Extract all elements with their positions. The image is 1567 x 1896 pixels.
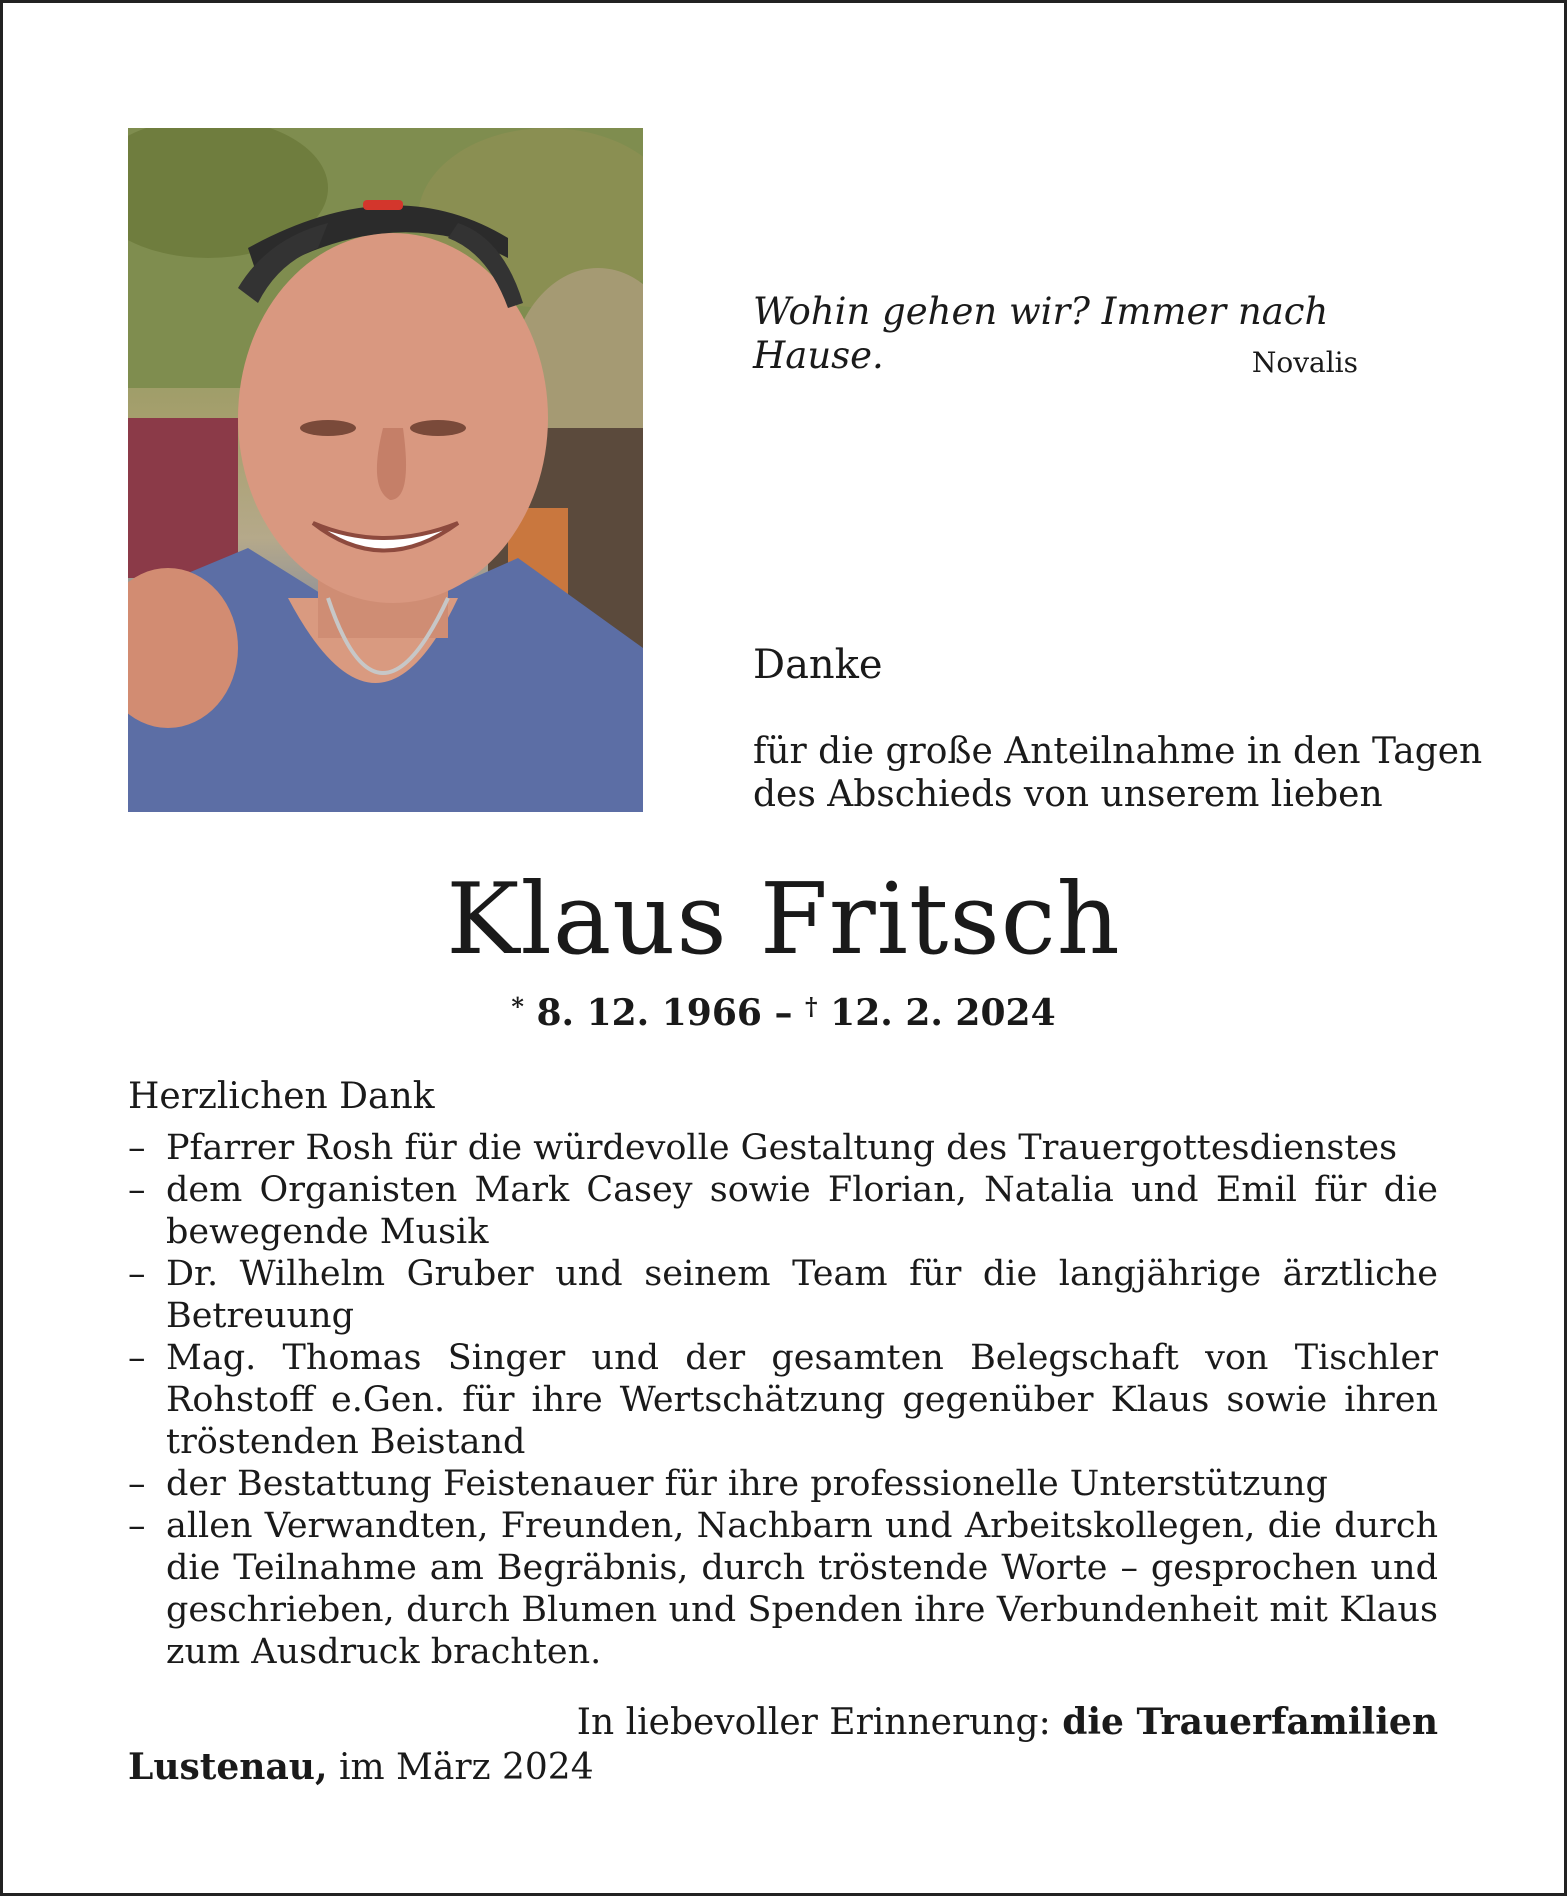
list-item <box>128 1505 1438 1673</box>
list-dash: – <box>128 1170 146 1210</box>
closing-prefix: In liebevoller Erinnerung: <box>576 1702 1051 1743</box>
list-item-text: dem Organisten Mark Casey sowie Florian, Natalia und Emil für die bewegende Musik <box>166 1170 1438 1252</box>
list-dash: – <box>128 1338 146 1378</box>
list-item <box>128 1337 1438 1463</box>
danke-intro-line: des Abschieds von unserem lieben <box>753 774 1383 815</box>
portrait-photo <box>128 128 643 812</box>
list-item-text: Dr. Wilhelm Gruber und seinem Team für die langjährige ärztliche Betreuung <box>166 1254 1438 1336</box>
closing-line <box>128 1700 1438 1745</box>
birth-symbol: * <box>511 992 524 1021</box>
life-dates <box>0 985 1567 1035</box>
list-item <box>128 1253 1438 1337</box>
list-item <box>128 1127 1438 1169</box>
thanks-heading: Herzlichen Dank <box>128 1076 435 1117</box>
place-date <box>128 1745 594 1790</box>
closing-family: die Trauerfamilien <box>1062 1701 1438 1743</box>
death-date: 12. 2. 2024 <box>830 992 1056 1034</box>
birth-date: 8. 12. 1966 <box>536 992 762 1034</box>
death-symbol: † <box>805 992 818 1021</box>
list-item-text: der Bestattung Feistenauer für ihre professionelle Unterstützung <box>166 1464 1328 1504</box>
thanks-list <box>128 1127 1438 1673</box>
place-date-text: im März 2024 <box>338 1747 594 1788</box>
place-city: Lustenau, <box>128 1746 328 1788</box>
list-dash: – <box>128 1254 146 1294</box>
list-dash: – <box>128 1128 146 1168</box>
quote-author: Novalis <box>1251 346 1358 379</box>
list-dash: – <box>128 1464 146 1504</box>
date-separator: – <box>774 992 793 1034</box>
list-item <box>128 1463 1438 1505</box>
list-item <box>128 1169 1438 1253</box>
portrait-illustration <box>128 128 643 812</box>
list-dash: – <box>128 1506 146 1546</box>
list-item-text: allen Verwandten, Freunden, Nachbarn und Arbeitskollegen, die durch die Teilnahme am Begräbnis, durch tröstende Worte – gesprochen und geschrieben, durch Blumen und Spenden ihre Verbundenheit mit Klaus zum Ausdruck brachten. <box>166 1506 1438 1672</box>
danke-intro <box>753 730 1483 816</box>
danke-heading: Danke <box>753 642 883 688</box>
list-item-text: Mag. Thomas Singer und der gesamten Belegschaft von Tischler Rohstoff e.Gen. für ihre Wertschätzung gegenüber Klaus sowie ihren tröstenden Beistand <box>166 1338 1438 1462</box>
danke-intro-line: für die große Anteilnahme in den Tagen <box>753 731 1483 772</box>
deceased-name: Klaus Fritsch <box>446 863 1121 977</box>
list-item-text: Pfarrer Rosh für die würdevolle Gestaltung des Trauergottesdienstes <box>166 1128 1398 1168</box>
quote-text: Wohin gehen wir? Immer nach Hause. <box>753 290 1329 377</box>
